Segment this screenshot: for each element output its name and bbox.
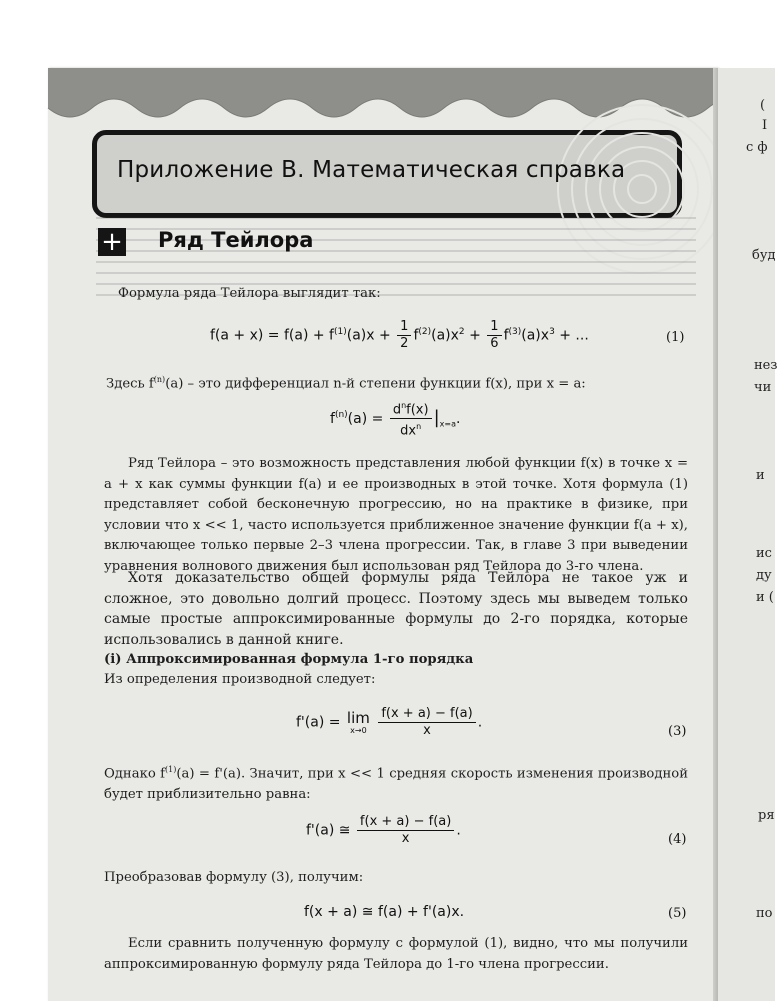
- edge-fragment: буд: [752, 248, 776, 263]
- edge-fragment: и (: [756, 590, 774, 605]
- definition-text: Здесь $f^{(n)}(a)$ – это дифференциал n-й степени функции f(x), при x = a:: [106, 375, 586, 392]
- edge-fragment: чи: [754, 380, 772, 395]
- edge-fragment: с ф: [746, 140, 768, 155]
- equation-number-1: (1): [666, 330, 685, 345]
- equation-number-5: (5): [668, 906, 687, 921]
- equation-number-3: (3): [668, 724, 687, 739]
- paragraph-conclusion: Если сравнить полученную формулу с формулой (1), видно, что мы получили аппроксимированную формулу ряда Тейлора до 1-го члена прогрессии.: [104, 936, 688, 972]
- paragraph-taylor-description: Ряд Тейлора – это возможность представления любой функции f(x) в точке x = a + x как суммы функции f(a) и ее производных в этой точке. Хотя формула (1) представляет собой бесконечную прогрессию, но на практике в физике, при условии что x << 1, часто используется приближенное значение функции f(a + x), включающее только первые 2–3 члена прогрессии. Так, в главе 3 при выведении уравнения волнового движения был использован ряд Тейлора до 3-го члена.: [104, 456, 688, 574]
- book-page: [48, 68, 718, 1001]
- facing-page-edge: [718, 68, 775, 1001]
- plus-icon: +: [98, 228, 126, 256]
- formula-3: f'(a) = lim x→0 $\frac{f(x + a) - f(a)}{x}$ .: [296, 706, 483, 738]
- intro-text: Формула ряда Тейлора выглядит так:: [118, 286, 381, 301]
- derivative-definition-note: Из определения производной следует:: [104, 672, 376, 687]
- section-title: Ряд Тейлора: [158, 228, 314, 252]
- formula-1: $f(a + x) = f(a) + f^{(1)}(a)x$ + $\frac{1}{2}$ $f^{(2)}(a)x^2$ + $\frac{1}{6}$ $f^{(3)}(a)x^3$ + ...: [210, 319, 589, 351]
- chapter-title: Приложение B. Математическая справка: [117, 157, 626, 183]
- edge-fragment: ря: [758, 808, 775, 823]
- edge-fragment: и: [756, 468, 765, 483]
- edge-fragment: (: [760, 98, 766, 113]
- edge-fragment: ис: [756, 546, 772, 561]
- formula-4: f'(a) ≅ $\frac{f(x + a) - f(a)}{x}$ .: [306, 814, 461, 846]
- paragraph-proof-note: Хотя доказательство общей формулы ряда Тейлора не такое уж и сложное, это довольно долгий процесс. Поэтому здесь мы выведем только самые простые аппроксимированные формулы до 2-го порядка, которые использовались в данной книге.: [104, 570, 688, 648]
- edge-fragment: I: [762, 118, 768, 133]
- edge-fragment: ду: [756, 568, 772, 583]
- transform-note: Преобразовав формулу (3), получим:: [104, 870, 364, 885]
- paragraph-average-rate: Однако $f^{(1)}(a) = f'(a)$. Значит, при x << 1 средняя скорость изменения производной будет приблизительно равна:: [104, 765, 688, 802]
- edge-fragment: по: [756, 906, 773, 921]
- formula-5: f(x + a) ≅ f(a) + f'(a)x.: [304, 904, 465, 920]
- edge-fragment: нез: [754, 358, 777, 373]
- chapter-title-box: [92, 130, 682, 218]
- derivative-definition-formula: $f^{(n)}(a)$ = $\frac{d^nf(x)}{dx^n}$ $|_{x=a}$.: [330, 398, 460, 440]
- scalloped-header-band: [48, 68, 718, 120]
- equation-number-4: (4): [668, 832, 687, 847]
- subheading-first-order: (i) Аппроксимированная формула 1-го порядка: [104, 652, 474, 667]
